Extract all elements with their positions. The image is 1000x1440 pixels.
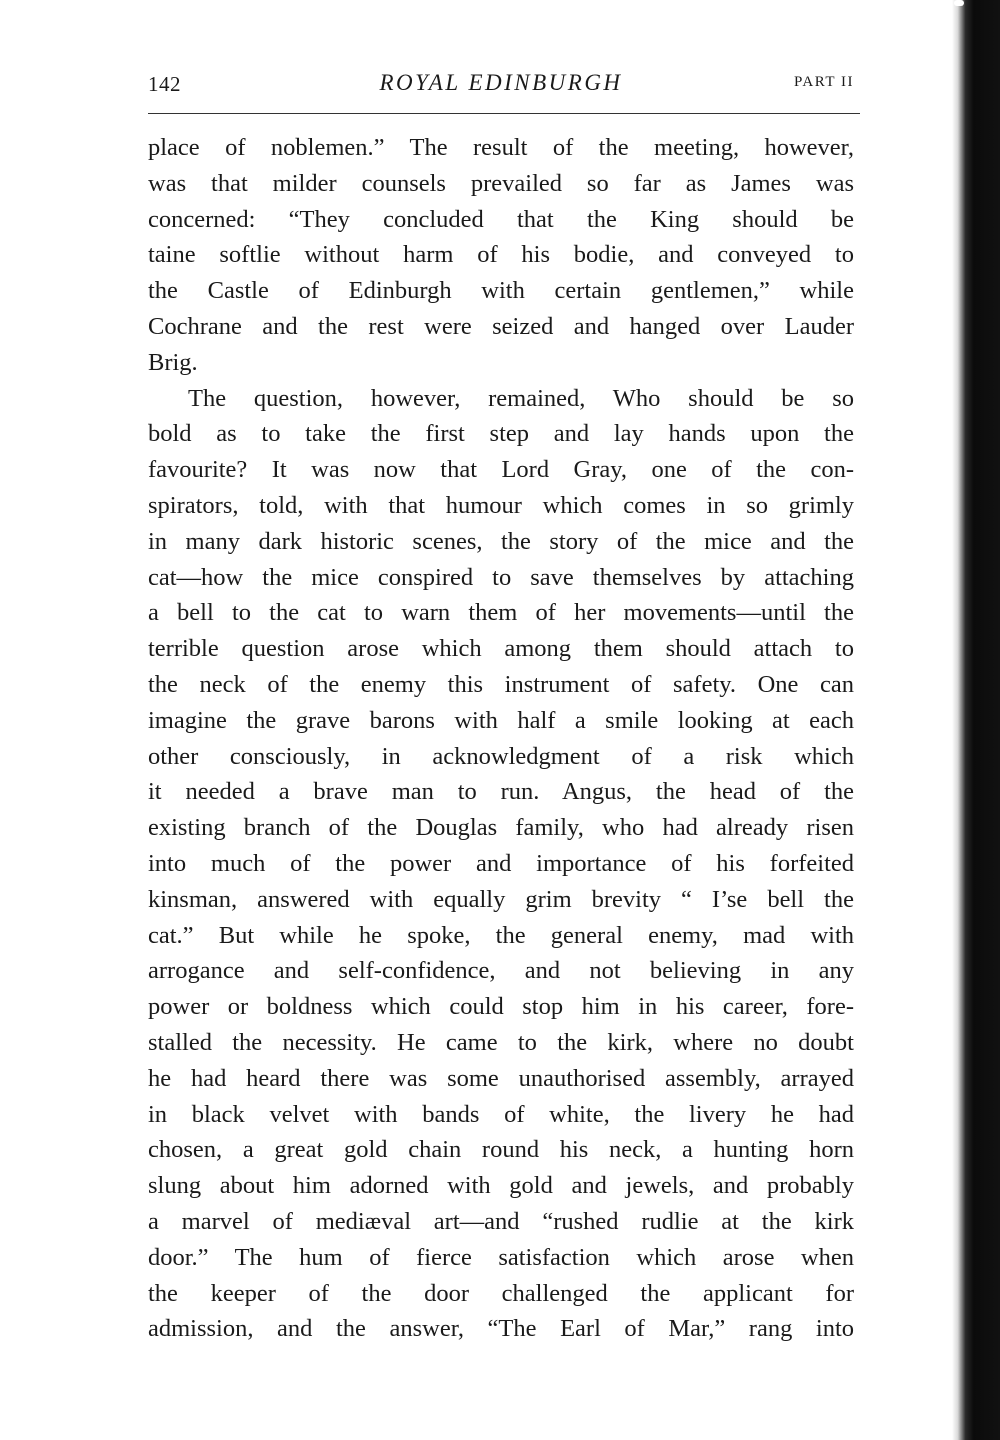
text-line: stalled the necessity. He came to the kirk, where no doubt (148, 1028, 854, 1056)
text-line: into much of the power and importance of his forfeited (148, 849, 854, 877)
text-line: in many dark historic scenes, the story of the mice and the (148, 527, 854, 555)
text-line: spirators, told, with that humour which comes in so grimly (148, 491, 854, 519)
text-line: terrible question arose which among them should attach to (148, 635, 854, 663)
text-line: was that milder counsels prevailed so far as James was (148, 169, 854, 197)
text-line: the neck of the enemy this instrument of safety. One can (148, 670, 854, 698)
text-line: kinsman, answered with equally grim brevity “ I’se bell the (148, 885, 854, 913)
text-line: he had heard there was some unauthorised assembly, arrayed (148, 1064, 854, 1092)
text-line: arrogance and self-confidence, and not believing in any (148, 957, 854, 985)
text-line: Cochrane and the rest were seized and hanged over Lauder (148, 312, 854, 340)
text-line: cat—how the mice conspired to save themselves by attaching (148, 563, 854, 591)
text-line: a bell to the cat to warn them of her movements—until the (148, 599, 854, 627)
running-head (148, 70, 854, 104)
scan-edge-notch (954, 0, 964, 6)
text-line: The question, however, remained, Who should be so (188, 384, 854, 412)
page-number: 142 (148, 72, 181, 96)
text-line: favourite? It was now that Lord Gray, one of the con- (148, 456, 854, 484)
text-line: bold as to take the first step and lay hands upon the (148, 420, 854, 448)
text-line: it needed a brave man to run. Angus, the head of the (148, 778, 854, 806)
text-line: concerned: “They concluded that the King should be (148, 205, 854, 233)
text-line: Brig. (148, 348, 198, 376)
text-line: in black velvet with bands of white, the livery he had (148, 1100, 854, 1128)
text-line: imagine the grave barons with half a smile looking at each (148, 706, 854, 734)
text-line: power or boldness which could stop him in his career, fore- (148, 993, 854, 1021)
body-text (148, 130, 854, 1347)
text-line: a marvel of mediæval art—and “rushed rudlie at the kirk (148, 1207, 854, 1235)
text-line: other consciously, in acknowledgment of a risk which (148, 742, 854, 770)
text-line: admission, and the answer, “The Earl of Mar,” rang into (148, 1315, 854, 1343)
running-title: ROYAL EDINBURGH (379, 70, 623, 95)
text-line: the Castle of Edinburgh with certain gentlemen,” while (148, 277, 854, 305)
text-line: place of noblemen.” The result of the meeting, however, (148, 134, 854, 161)
text-line: slung about him adorned with gold and jewels, and probably (148, 1172, 854, 1200)
header-rule (148, 113, 860, 114)
part-label: PART II (793, 74, 854, 90)
text-line: cat.” But while he spoke, the general enemy, mad with (148, 921, 854, 949)
text-line: chosen, a great gold chain round his neck, a hunting horn (148, 1136, 854, 1164)
text-line: existing branch of the Douglas family, who had already risen (148, 814, 854, 842)
scanned-page-edge (952, 0, 1000, 1440)
text-line: taine softlie without harm of his bodie, and conveyed to (148, 241, 854, 269)
text-line: the keeper of the door challenged the applicant for (148, 1279, 854, 1307)
text-line: door.” The hum of fierce satisfaction which arose when (148, 1243, 854, 1271)
